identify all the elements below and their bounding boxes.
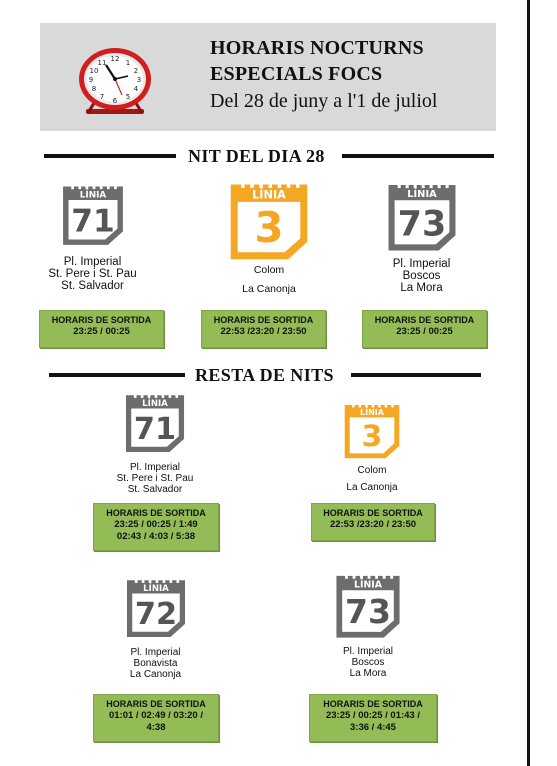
departure-times-heading: HORARIS DE SORTIDA <box>374 315 475 325</box>
stop-name: Pl. Imperial <box>129 462 180 473</box>
svg-text:2: 2 <box>133 67 139 75</box>
departure-times-box <box>93 503 219 551</box>
line-badge <box>122 392 188 454</box>
line-stops <box>103 647 208 680</box>
line-badge-icon <box>122 392 188 454</box>
header-title-block <box>210 35 437 115</box>
svg-text:1: 1 <box>125 59 131 67</box>
line-badge-heading: LÍNIA <box>79 190 106 201</box>
svg-text:3: 3 <box>136 76 142 84</box>
departure-times-heading: HORARIS DE SORTIDA <box>213 315 314 325</box>
svg-text:4: 4 <box>133 85 139 93</box>
line-badge <box>332 573 404 639</box>
stop-name: La Mora <box>400 282 443 294</box>
line-number: 71 <box>133 411 177 447</box>
departure-times-heading: HORARIS DE SORTIDA <box>106 508 206 518</box>
header-banner <box>40 23 496 131</box>
departure-times-value: 23:25 / 00:25 / 01:43 / <box>325 710 420 721</box>
line-badge-icon <box>378 182 466 252</box>
line-badge-heading: LÍNIA <box>252 188 286 202</box>
stop-name: La Canonja <box>129 669 182 680</box>
line-badge <box>225 181 313 261</box>
line-number: 3 <box>361 418 383 454</box>
stop-name: La Mora <box>349 668 387 679</box>
departure-times-box <box>93 694 219 742</box>
svg-text:10: 10 <box>89 67 99 75</box>
line-badge <box>378 182 466 252</box>
line-number: 72 <box>134 596 177 632</box>
line-badge-heading: LÍNIA <box>142 398 168 409</box>
section-rest-heading <box>49 365 481 385</box>
svg-text:8: 8 <box>91 85 97 93</box>
stop-name: Bonavista <box>133 658 178 669</box>
stop-name: La Canonja <box>242 283 296 295</box>
stop-name: Colom <box>253 264 285 276</box>
departure-times-value: 02:43 / 4:03 / 5:38 <box>116 531 196 542</box>
departure-times-box <box>311 503 435 541</box>
stop-name: Boscos <box>402 270 441 282</box>
line-stops <box>209 265 329 294</box>
page-right-rule <box>527 0 530 766</box>
header-title-line-1: HORARIS NOCTURNS <box>210 37 424 59</box>
header-subtitle: Del 28 de juny a l'1 de juliol <box>210 90 438 112</box>
line-number: 73 <box>345 592 391 632</box>
line-number: 3 <box>254 202 284 252</box>
line-badge-icon <box>332 573 404 639</box>
stop-name: St. Pere i St. Pau <box>116 473 194 484</box>
svg-text:5: 5 <box>125 93 131 101</box>
line-card-71 <box>100 392 210 495</box>
line-badge-icon <box>123 576 189 640</box>
stop-name: St. Salvador <box>61 280 124 292</box>
line-card-3 <box>322 402 422 500</box>
stop-name: Pl. Imperial <box>63 256 122 268</box>
svg-text:6: 6 <box>112 97 118 105</box>
line-badge-icon <box>225 181 313 261</box>
line-badge-heading: LÍNIA <box>142 583 169 594</box>
svg-text:11: 11 <box>97 59 107 67</box>
stop-name: Boscos <box>351 657 385 668</box>
departure-times-box <box>362 310 487 348</box>
departure-times-box <box>201 310 326 348</box>
line-badge-heading: LÍNIA <box>359 407 385 417</box>
svg-text:7: 7 <box>99 93 105 101</box>
stop-name: Pl. Imperial <box>130 647 181 658</box>
section-night28-heading <box>44 146 494 166</box>
line-stops <box>322 466 422 493</box>
alarm-clock-icon <box>76 43 154 117</box>
departure-times-value: 22:53 /23:20 / 23:50 <box>329 519 417 530</box>
svg-text:9: 9 <box>88 76 94 84</box>
departure-times-box <box>309 694 437 742</box>
departure-times-heading: HORARIS DE SORTIDA <box>51 315 152 325</box>
section-rest-label: RESTA DE NITS <box>195 365 334 385</box>
departure-times-heading: HORARIS DE SORTIDA <box>106 699 206 709</box>
departure-times-value: 23:25 / 00:25 / 1:49 <box>114 519 198 530</box>
stop-name: Pl. Imperial <box>342 646 393 657</box>
line-badge-icon <box>341 402 403 460</box>
line-badge <box>59 182 127 248</box>
svg-text:12: 12 <box>110 55 120 63</box>
departure-times-value: 3:36 / 4:45 <box>350 722 396 733</box>
line-card-3 <box>209 181 329 303</box>
stop-name: La Canonja <box>346 482 398 493</box>
stop-name: St. Pere i St. Pau <box>48 268 137 280</box>
section-night28-label: NIT DEL DIA 28 <box>188 146 325 166</box>
line-card-73 <box>318 573 418 679</box>
line-card-71 <box>40 182 145 292</box>
departure-times-value: 23:25 / 00:25 <box>73 326 130 337</box>
departure-times-box <box>39 310 164 348</box>
departure-times-heading: HORARIS DE SORTIDA <box>323 699 423 709</box>
stop-name: St. Salvador <box>127 484 183 495</box>
departure-times-value: 22:53 /23:20 / 23:50 <box>220 326 307 337</box>
line-badge-icon <box>59 182 127 248</box>
line-stops <box>40 256 145 292</box>
line-card-72 <box>103 576 208 680</box>
stop-name: Pl. Imperial <box>392 258 451 270</box>
line-badge-heading: LÍNIA <box>406 189 437 201</box>
line-number: 73 <box>397 204 446 245</box>
departure-times-value: 01:01 / 02:49 / 03:20 / <box>108 710 203 721</box>
departure-times-value: 23:25 / 00:25 <box>396 326 453 337</box>
line-stops <box>100 462 210 495</box>
line-badge-heading: LÍNIA <box>354 579 382 591</box>
line-stops <box>318 646 418 679</box>
line-badge <box>123 576 189 640</box>
departure-times-value: 4:38 <box>146 722 166 733</box>
line-number: 71 <box>70 203 115 240</box>
header-title-line-2: ESPECIALS FOCS <box>210 63 383 85</box>
line-stops <box>369 258 474 294</box>
line-badge <box>341 402 403 460</box>
stop-name: Colom <box>357 465 387 476</box>
departure-times-heading: HORARIS DE SORTIDA <box>323 508 423 518</box>
line-card-73 <box>369 182 474 294</box>
